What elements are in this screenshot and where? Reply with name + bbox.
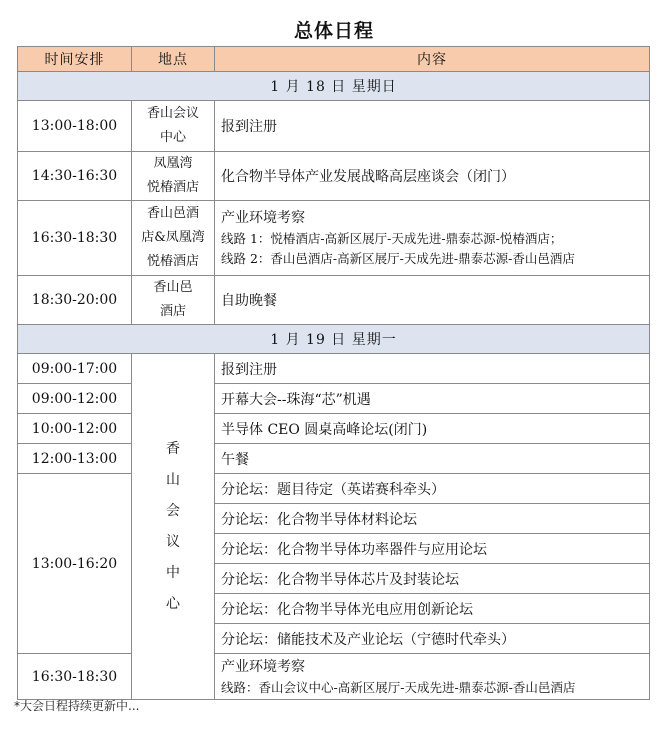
content-heading: 产业环境考察 bbox=[221, 658, 305, 675]
content-cell bbox=[215, 201, 650, 276]
time-cell: 18:30-20:00 bbox=[18, 276, 132, 325]
content-cell: 半导体 CEO 圆桌高峰论坛(闭门) bbox=[215, 414, 650, 444]
time-cell: 10:00-12:00 bbox=[18, 414, 132, 444]
header-row bbox=[18, 47, 650, 72]
place-line: 凤凰湾 bbox=[153, 156, 193, 171]
forum-cell: 分论坛：化合物半导体芯片及封装论坛 bbox=[215, 564, 650, 594]
content-cell: 化合物半导体产业发展战略高层座谈会（闭门） bbox=[215, 152, 650, 201]
venue-char: 中 bbox=[166, 564, 180, 581]
venue-char: 议 bbox=[166, 533, 180, 550]
day2-label: 1 月 19 日 星期一 bbox=[18, 325, 650, 354]
content-cell bbox=[215, 654, 650, 700]
table-row bbox=[18, 444, 650, 474]
page-title: 总体日程 bbox=[293, 20, 374, 42]
place-line: 店&凤凰湾 bbox=[141, 230, 205, 245]
table-row bbox=[18, 201, 650, 276]
forum-cell: 分论坛：题目待定（英诺赛科牵头） bbox=[215, 474, 650, 504]
time-cell: 16:30-18:30 bbox=[18, 654, 132, 700]
place-line: 悦椿酒店 bbox=[146, 180, 199, 195]
day-header-row bbox=[18, 325, 650, 354]
place-line: 悦椿酒店 bbox=[146, 254, 199, 269]
venue-char: 会 bbox=[166, 502, 180, 519]
time-cell: 16:30-18:30 bbox=[18, 201, 132, 276]
place-cell bbox=[132, 101, 215, 152]
forum-cell: 分论坛：化合物半导体光电应用创新论坛 bbox=[215, 594, 650, 624]
forum-cell: 分论坛：化合物半导体材料论坛 bbox=[215, 504, 650, 534]
table-row bbox=[18, 354, 650, 384]
footnote: *大会日程持续更新中... bbox=[14, 699, 140, 713]
time-cell: 09:00-12:00 bbox=[18, 384, 132, 414]
venue-char: 香 bbox=[166, 440, 180, 457]
venue-char: 心 bbox=[166, 595, 180, 612]
content-cell: 午餐 bbox=[215, 444, 650, 474]
time-cell: 12:00-13:00 bbox=[18, 444, 132, 474]
place-line: 香山邑酒 bbox=[146, 206, 199, 221]
place-line: 酒店 bbox=[159, 304, 186, 319]
table-row bbox=[18, 654, 650, 700]
venue-char: 山 bbox=[166, 471, 180, 488]
table-row bbox=[18, 101, 650, 152]
table-row bbox=[18, 276, 650, 325]
time-cell: 13:00-16:20 bbox=[18, 474, 132, 654]
time-cell: 13:00-18:00 bbox=[18, 101, 132, 152]
content-cell: 自助晚餐 bbox=[215, 276, 650, 325]
content-cell: 开幕大会--珠海“芯”机遇 bbox=[215, 384, 650, 414]
place-cell bbox=[132, 276, 215, 325]
table-row bbox=[18, 474, 650, 504]
time-cell: 14:30-16:30 bbox=[18, 152, 132, 201]
content-heading: 产业环境考察 bbox=[221, 210, 305, 226]
forum-cell: 分论坛：化合物半导体功率器件与应用论坛 bbox=[215, 534, 650, 564]
table-row bbox=[18, 152, 650, 201]
time-cell: 09:00-17:00 bbox=[18, 354, 132, 384]
place-line: 中心 bbox=[159, 130, 186, 145]
route-line: 线路：香山会议中心-高新区展厅-天成先进-鼎泰芯源-香山邑酒店 bbox=[221, 679, 576, 695]
route-line: 线路 1：悦椿酒店-高新区展厅-天成先进-鼎泰芯源-悦椿酒店； bbox=[221, 231, 563, 246]
place-line: 香山会议 bbox=[146, 106, 199, 121]
content-cell: 报到注册 bbox=[215, 354, 650, 384]
venue-cell bbox=[132, 354, 215, 700]
place-cell bbox=[132, 201, 215, 276]
place-line: 香山邑 bbox=[153, 280, 193, 295]
header-place: 地点 bbox=[132, 47, 215, 72]
header-content: 内容 bbox=[215, 47, 650, 72]
header-time: 时间安排 bbox=[18, 47, 132, 72]
day-header-row bbox=[18, 72, 650, 101]
content-cell: 报到注册 bbox=[215, 101, 650, 152]
table-row bbox=[18, 384, 650, 414]
schedule-table bbox=[17, 46, 650, 700]
forum-cell: 分论坛：储能技术及产业论坛（宁德时代牵头） bbox=[215, 624, 650, 654]
place-cell bbox=[132, 152, 215, 201]
table-row bbox=[18, 414, 650, 444]
day1-label: 1 月 18 日 星期日 bbox=[18, 72, 650, 101]
route-line: 线路 2：香山邑酒店-高新区展厅-天成先进-鼎泰芯源-香山邑酒店 bbox=[221, 251, 575, 266]
